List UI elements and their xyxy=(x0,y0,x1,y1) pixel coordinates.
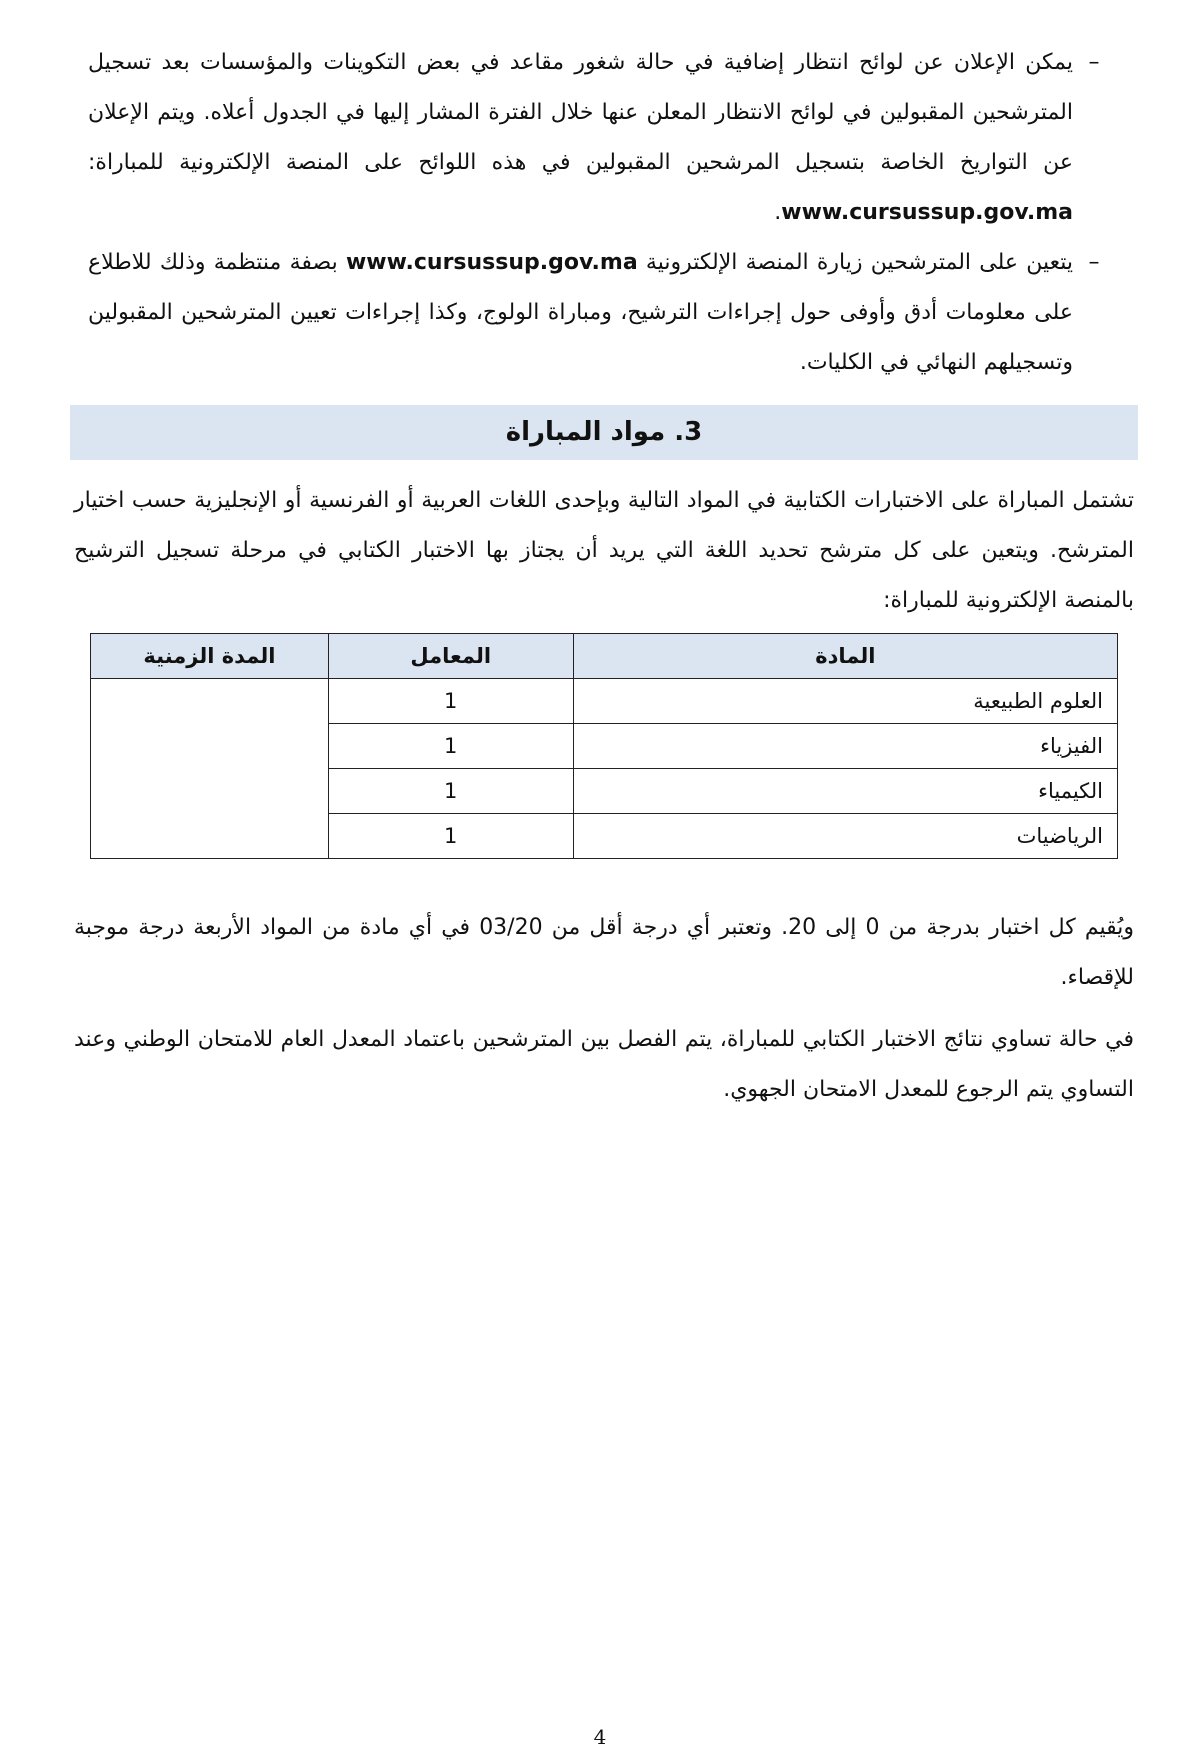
cell-subject: العلوم الطبيعية xyxy=(573,679,1117,724)
bullet-marker: – xyxy=(1088,50,1100,75)
bullet-text: بصفة منتظمة وذلك للاطلاع على معلومات أدق وأوفى حول إجراءات الترشيح، ومباراة الولوج، وكذا إجراءات تعيين المترشحين المقبولين وتسجيلهم النهائي في الكليات. xyxy=(88,250,1073,375)
cell-coefficient: 1 xyxy=(328,724,573,769)
platform-link[interactable]: www.cursussup.gov.ma xyxy=(781,200,1073,225)
table-header-row xyxy=(91,634,1118,679)
bullet-text: يمكن الإعلان عن لوائح انتظار إضافية في حالة شغور مقاعد في بعض التكوينات والمؤسسات بعد تسجيل المترشحين المقبولين في لوائح الانتظار المعلن عنها خلال الفترة المشار إليها في الجدول أعلاه. ويتم الإعلان عن التواريخ الخاصة بتسجيل المرشحين المقبولين في هذه اللوائح على المنصة الإلكترونية للمباراة: xyxy=(88,50,1073,175)
cell-coefficient: 1 xyxy=(328,814,573,859)
bullet-marker: – xyxy=(1088,250,1100,275)
bullet-list xyxy=(88,38,1103,388)
cell-subject: الرياضيات xyxy=(573,814,1117,859)
cell-duration xyxy=(91,679,329,859)
table-row xyxy=(91,679,1118,724)
bullet-item-waiting-lists xyxy=(88,38,1103,238)
grading-paragraph: ويُقيم كل اختبار بدرجة من 0 إلى 20. وتعتبر أي درجة أقل من 03/20 في أي مادة من المواد الأربعة درجة موجبة للإقصاء. xyxy=(74,915,1135,990)
bullet-text-before: يتعين على المترشحين زيارة المنصة الإلكترونية xyxy=(645,250,1073,275)
platform-link[interactable]: www.cursussup.gov.ma xyxy=(345,250,638,275)
cell-coefficient: 1 xyxy=(328,679,573,724)
bullet-item-visit-platform xyxy=(88,238,1103,388)
tie-break-paragraph: في حالة تساوي نتائج الاختبار الكتابي للمباراة، يتم الفصل بين المترشحين باعتماد المعدل العام للامتحان الوطني وعند التساوي يتم الرجوع للمعدل الامتحان الجهوي. xyxy=(74,1027,1134,1102)
cell-subject: الكيمياء xyxy=(573,769,1117,814)
page-number: 4 xyxy=(593,1725,607,1749)
cell-subject: الفيزياء xyxy=(573,724,1117,769)
section-heading xyxy=(70,405,1138,460)
cell-coefficient: 1 xyxy=(328,769,573,814)
subjects-table xyxy=(90,633,1118,859)
intro-paragraph: تشتمل المباراة على الاختبارات الكتابية في المواد التالية وبإحدى اللغات العربية أو الفرنسية أو الإنجليزية حسب اختيار المترشح. ويتعين على كل مترشح تحديد اللغة التي يريد أن يجتاز بها الاختبار الكتابي في مرحلة تسجيل الترشيح بالمنصة الإلكترونية للمباراة: xyxy=(74,488,1134,613)
bullet-end-punct: . xyxy=(774,200,782,225)
header-duration: المدة الزمنية xyxy=(91,634,329,679)
section-title: 3. مواد المباراة xyxy=(505,417,703,447)
header-coefficient: المعامل xyxy=(328,634,573,679)
header-subject: المادة xyxy=(573,634,1117,679)
